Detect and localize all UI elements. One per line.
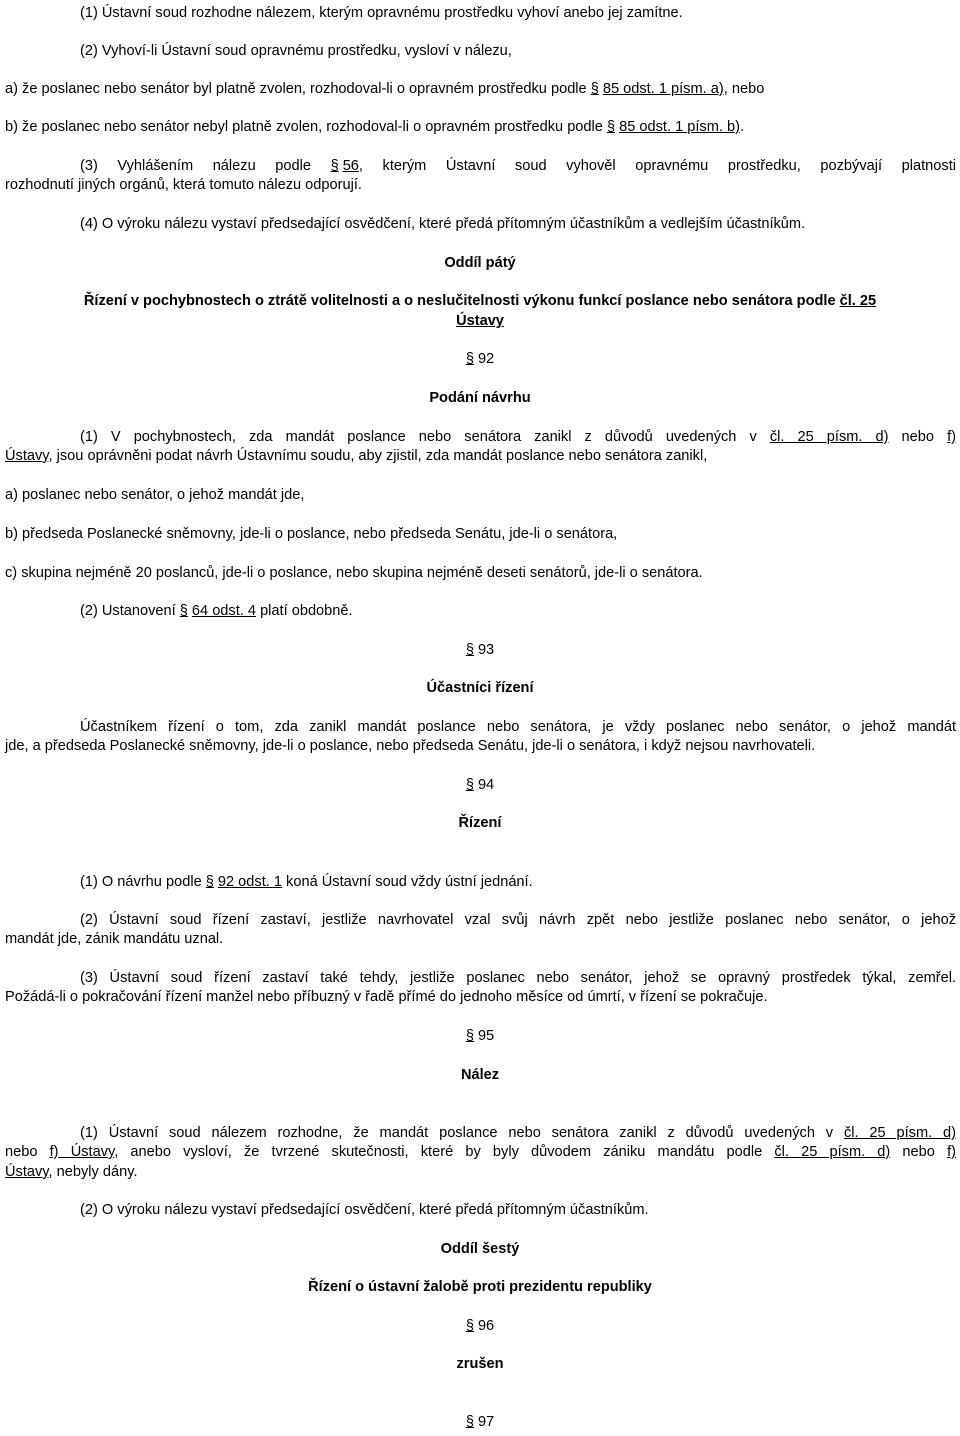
law-reference-link[interactable]: 56 xyxy=(342,158,359,174)
paragraph-text: mandát jde, zánik mandátu uznal. xyxy=(5,931,224,947)
law-reference-link[interactable]: 85 odst. 1 písm. a) xyxy=(602,81,724,97)
section-number: § 92 xyxy=(465,351,495,367)
law-reference-link[interactable]: 92 odst. 1 xyxy=(217,874,282,890)
section-sign-icon: § xyxy=(590,81,599,97)
paragraph-text: (3) Ústavní soud řízení zastaví také tehdy, jestliže poslanec nebo senátor, jehož se opravný prostředek týkal, zemřel. xyxy=(80,970,956,986)
paragraph-text: (1) Ústavní soud nálezem rozhodne, že mandát poslance nebo senátora zanikl z důvodů uvedených v čl. 25 písm. d) xyxy=(80,1125,956,1141)
paragraph-text: Ústavy, nebyly dány. xyxy=(5,1164,138,1180)
law-reference-link[interactable]: 85 odst. 1 písm. b) xyxy=(619,119,740,135)
paragraph-text: (2) Vyhoví-li Ústavní soud opravnému prostředku, vysloví v nálezu, xyxy=(80,43,512,59)
law-reference-link[interactable]: čl. 25 písm. d) xyxy=(843,1125,956,1141)
paragraph-text: b) předseda Poslanecké sněmovny, jde-li o poslance, nebo předseda Senátu, jde-li o senátora, xyxy=(5,526,618,542)
law-reference-link[interactable]: f) xyxy=(947,429,957,445)
law-reference-link[interactable]: čl. 25 písm. d) xyxy=(769,429,889,445)
law-reference-link[interactable]: Ústavy xyxy=(5,448,49,464)
law-reference-link[interactable]: f) Ústavy xyxy=(49,1144,115,1160)
law-reference-link[interactable]: čl. 25 písm. d) xyxy=(774,1144,891,1160)
law-reference-link[interactable]: Ústavy xyxy=(456,313,504,329)
paragraph-text: b) že poslanec nebo senátor nebyl platně zvolen, rozhodoval-li o opravném prostředku podle § 85 odst. 1 písm. b). xyxy=(5,119,745,135)
law-reference-link[interactable]: čl. 25 xyxy=(839,293,877,309)
division-heading: Oddíl šestý xyxy=(440,1241,520,1257)
law-reference-link[interactable]: Ústavy xyxy=(5,1164,49,1180)
paragraph-text: nebo f) Ústavy, anebo vysloví, že tvrzené skutečnosti, které by byly důvodem zániku mandátu podle čl. 25 písm. d) nebo f) xyxy=(5,1144,956,1160)
section-sign-icon: § xyxy=(205,874,214,890)
division-title xyxy=(0,312,960,331)
section-sign-icon: § xyxy=(465,777,474,793)
law-reference-link[interactable]: 64 odst. 4 xyxy=(191,603,257,619)
paragraph-text: rozhodnutí jiných orgánů, která tomuto nálezu odporují. xyxy=(5,177,362,193)
paragraph-text: (4) O výroku nálezu vystaví předsedající osvědčení, které předá přítomným účastníkům a vedlejším účastníkům. xyxy=(80,216,806,232)
paragraph-text: jde, a předseda Poslanecké sněmovny, jde-li o poslance, nebo předseda Senátu, jde-li o senátora, i když nejsou navrhovateli. xyxy=(5,738,816,754)
paragraph-text: (1) V pochybnostech, zda mandát poslance nebo senátora zanikl z důvodů uvedených v čl. 25 písm. d) nebo f) xyxy=(80,429,957,445)
section-number: § 94 xyxy=(465,777,495,793)
law-reference-link[interactable]: f) xyxy=(947,1144,956,1160)
section-title: Řízení xyxy=(458,815,502,831)
paragraph-text: (2) Ústavní soud řízení zastaví, jestliže navrhovatel vzal svůj návrh zpět nebo jestliže poslanec nebo senátor, o jehož xyxy=(80,912,956,928)
paragraph-text: Požádá-li o pokračování řízení manžel nebo příbuzný v řadě přímé do jednoho měsíce od úmrtí, v řízení se pokračuje. xyxy=(5,989,768,1005)
division-title: Řízení o ústavní žalobě proti prezidentu republiky xyxy=(308,1279,652,1295)
paragraph-text: Účastníkem řízení o tom, zda zanikl mandát poslance nebo senátora, je vždy poslanec nebo senátor, o jehož mandát xyxy=(80,719,956,735)
paragraph-text: (1) Ústavní soud rozhodne nálezem, kterým opravnému prostředku vyhoví anebo jej zamítne. xyxy=(80,5,683,21)
section-number: § 95 xyxy=(465,1028,495,1044)
section-number: § 93 xyxy=(465,642,495,658)
section-title: zrušen xyxy=(456,1356,504,1372)
section-sign-icon: § xyxy=(465,642,474,658)
section-sign-icon: § xyxy=(465,351,474,367)
division-heading: Oddíl pátý xyxy=(444,255,516,271)
section-title: Účastníci řízení xyxy=(426,680,534,696)
paragraph-text: c) skupina nejméně 20 poslanců, jde-li o poslance, nebo skupina nejméně deseti senátorů, jde-li o senátora. xyxy=(5,565,703,581)
section-sign-icon: § xyxy=(330,158,339,174)
section-sign-icon: § xyxy=(465,1414,474,1430)
paragraph-text: (2) Ustanovení § 64 odst. 4 platí obdobně. xyxy=(80,603,353,619)
paragraph-text: (3) Vyhlášením nálezu podle § 56, kterým Ústavní soud vyhověl opravnému prostředku, pozbývají platnosti xyxy=(80,158,956,174)
section-number: § 97 xyxy=(465,1414,495,1430)
paragraph-text: a) poslanec nebo senátor, o jehož mandát jde, xyxy=(5,487,305,503)
paragraph-text: a) že poslanec nebo senátor byl platně zvolen, rozhodoval-li o opravném prostředku podle § 85 odst. 1 písm. a), nebo xyxy=(5,81,765,97)
section-sign-icon: § xyxy=(179,603,188,619)
section-title: Nález xyxy=(460,1067,500,1083)
paragraph-text: Ústavy, jsou oprávněni podat návrh Ústavnímu soudu, aby zjistil, zda mandát poslance nebo senátora zanikl, xyxy=(5,448,708,464)
section-number: § 96 xyxy=(465,1318,495,1334)
section-sign-icon: § xyxy=(465,1318,474,1334)
paragraph-text: (1) O návrhu podle § 92 odst. 1 koná Ústavní soud vždy ústní jednání. xyxy=(80,874,533,890)
division-title: Řízení v pochybnostech o ztrátě volitelnosti a o neslučitelnosti výkonu funkcí poslance nebo senátora podle čl. 25 xyxy=(83,293,877,309)
section-title: Podání návrhu xyxy=(429,390,531,406)
section-sign-icon: § xyxy=(606,119,616,135)
paragraph-text: (2) O výroku nálezu vystaví předsedající osvědčení, které předá přítomným účastníkům. xyxy=(80,1202,649,1218)
section-sign-icon: § xyxy=(465,1028,474,1044)
